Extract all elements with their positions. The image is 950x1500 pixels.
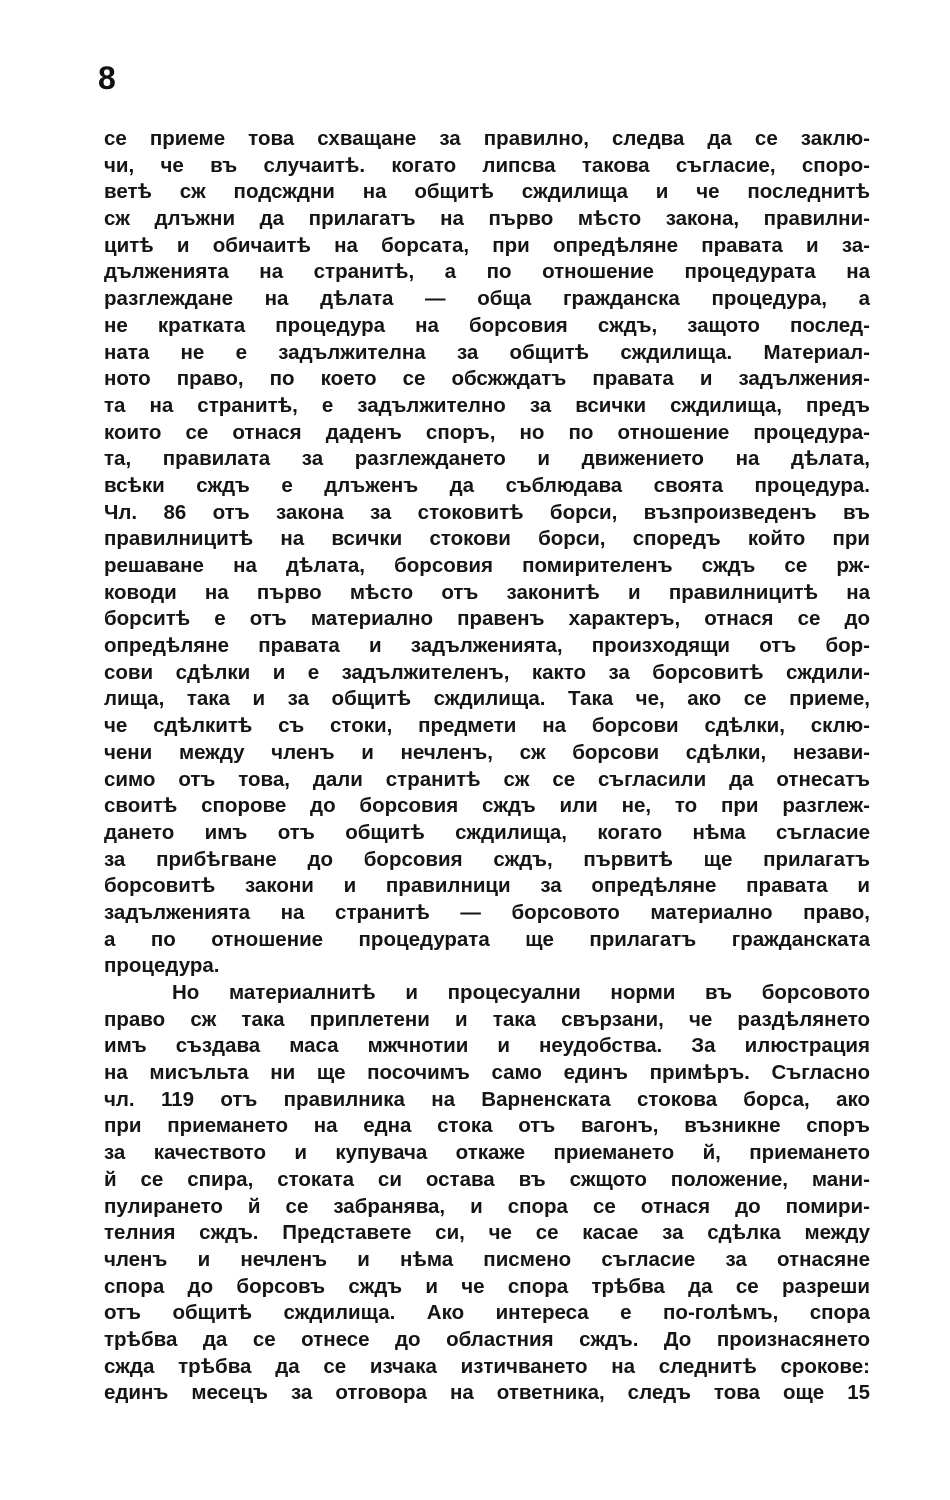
text-line: за качеството и купувача откаже приемането й, приемането [104, 1141, 870, 1165]
text-line: за прибѣгване до борсовия сждъ, първитѣ ще прилагатъ [104, 847, 870, 871]
text-line: Чл. 86 отъ закона за стоковитѣ борси, възпроизведенъ въ [104, 500, 870, 524]
text-line: сж длъжни да прилагатъ на първо мѣсто закона, правилни- [104, 207, 870, 231]
text-line: своитѣ спорове до борсовия сждъ или не, то при разглеж- [104, 794, 870, 818]
text-line: на мисъльта ни ще посочимъ само единъ примѣръ. Съгласно [104, 1061, 870, 1085]
paragraph-start-line: Но материалнитѣ и процесуални норми въ борсовото [172, 981, 870, 1004]
text-line: отъ общитѣ сждилища. Ако интереса е по-голѣмъ, спора [104, 1301, 870, 1325]
text-line: симо отъ това, дали странитѣ сж се съгласили да отнесатъ [104, 767, 870, 791]
text-line: които се отнася даденъ споръ, но по отношение процедура- [104, 420, 870, 444]
text-line: та, правилата за разглеждането и движението на дѣлата, [104, 447, 870, 471]
page-number: 8 [98, 60, 116, 96]
text-line: лища, така и за общитѣ сждилища. Така че, ако се приеме, [104, 687, 870, 711]
body-text [104, 126, 870, 1407]
text-line: дълженията на странитѣ, а по отношение процедурата на [104, 260, 870, 284]
text-line: се приеме това схващане за правилно, следва да се заклю- [104, 127, 870, 150]
text-line: членъ и нечленъ и нѣма писмено съгласие за отнасяне [104, 1247, 870, 1271]
text-line: та на странитѣ, е задължително за всички сждилища, предъ [104, 393, 870, 417]
text-line: единъ месецъ за отговора на ответника, следъ това още 15 [104, 1381, 870, 1405]
text-line: дането имъ отъ общитѣ сждилища, когато нѣма съгласие [104, 820, 870, 844]
text-line: решаване на дѣлата, борсовия помирителенъ сждъ се рж- [104, 554, 870, 577]
text-line: сови сдѣлки и е задължителенъ, както за борсовитѣ сждили- [104, 660, 870, 684]
paragraph-end-line: процедура. [104, 954, 220, 978]
text-line: при приемането на една стока отъ вагонъ, възникне споръ [104, 1114, 870, 1138]
text-line: ветѣ сж подсждни на общитѣ сждилища и че последнитѣ [104, 180, 870, 204]
text-line: задълженията на странитѣ — борсовото материално право, [104, 900, 870, 924]
text-line: пулирането й се забранява, и спора се отнася до помири- [104, 1194, 870, 1218]
text-line: борсовитѣ закони и правилници за опредѣляне правата и [104, 874, 870, 898]
text-line: имъ създава маса мжчнотии и неудобства. За илюстрация [104, 1034, 870, 1058]
text-line: борситѣ е отъ материално правенъ характеръ, отнася се до [104, 607, 870, 631]
text-line: ната не е задължителна за общитѣ сждилища. Материал- [104, 340, 870, 364]
text-line: й се спира, стоката си остава въ сжщото положение, мани- [104, 1167, 870, 1191]
text-line: че сдѣлкитѣ съ стоки, предмети на борсови сдѣлки, склю- [104, 714, 870, 738]
text-line: право сж така приплетени и така свързани, че раздѣлянето [104, 1007, 870, 1031]
text-line: сжда трѣбва да се изчака изтичването на следнитѣ срокове: [104, 1354, 870, 1378]
text-line: а по отношение процедурата ще прилагатъ гражданската [104, 927, 870, 951]
text-line: трѣбва да се отнесе до областния сждъ. До произнасянето [104, 1327, 870, 1351]
text-line: разглеждане на дѣлата — обща гражданска процедура, а [104, 287, 870, 311]
text-line: спора до борсовъ сждъ и че спора трѣбва да се разреши [104, 1274, 870, 1298]
text-line: не кратката процедура на борсовия сждъ, защото послед- [104, 313, 870, 337]
text-line: телния сждъ. Представете си, че се касае за сдѣлка между [104, 1221, 870, 1245]
text-line: чени между членъ и нечленъ, сж борсови сдѣлки, незави- [104, 740, 870, 764]
text-line: правилницитѣ на всички стокови борси, споредъ който при [104, 527, 870, 551]
text-line: опредѣляне правата и задълженията, произходящи отъ бор- [104, 634, 870, 658]
text-line: всѣки сждъ е длъженъ да съблюдава своята процедура. [104, 473, 870, 497]
text-line: чи, че въ случаитѣ. когато липсва такова съгласие, споро- [104, 153, 870, 177]
text-line: ното право, по което се обсжждатъ правата и задължения- [104, 367, 870, 391]
text-line: ководи на първо мѣсто отъ законитѣ и правилницитѣ на [104, 580, 870, 604]
text-line: чл. 119 отъ правилника на Варненската стокова борса, ако [104, 1087, 870, 1111]
text-line: цитѣ и обичаитѣ на борсата, при опредѣляне правата и за- [104, 233, 870, 257]
